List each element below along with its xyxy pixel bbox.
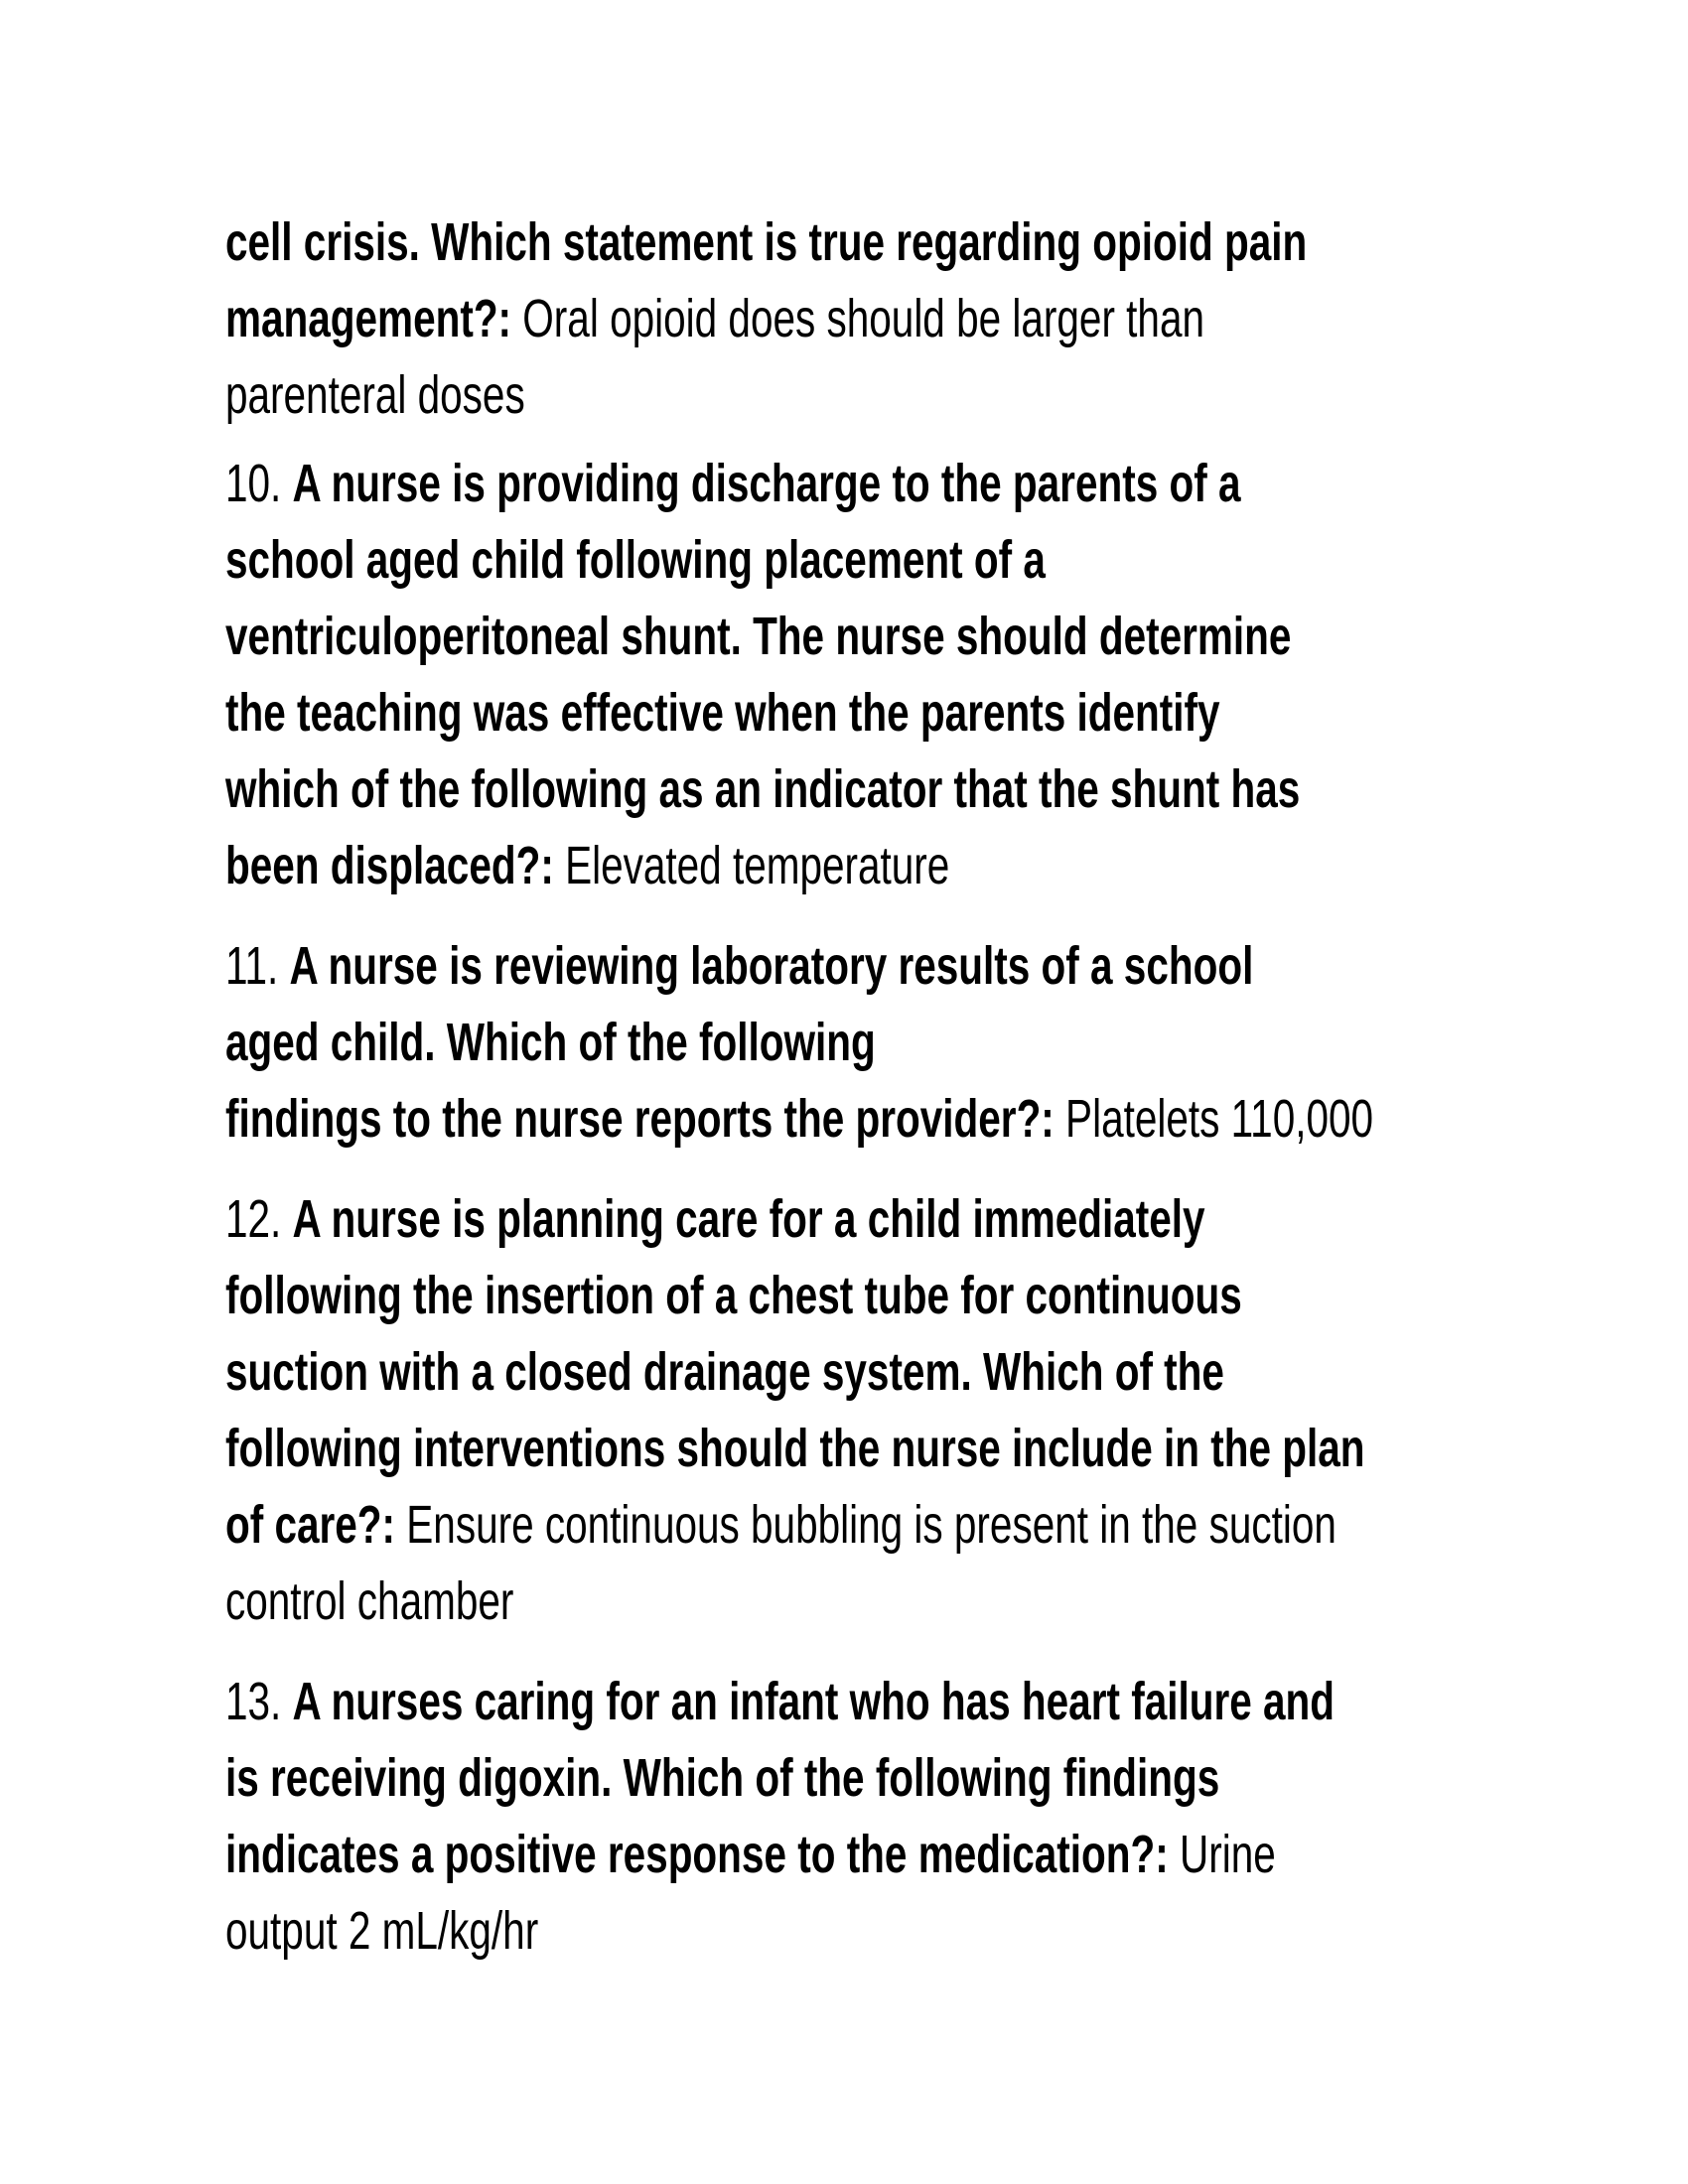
question-11 [225,928,1688,1158]
answer-text: Oral opioid does should be larger than [522,289,1205,348]
question-text: indicates a positive response to the medication?: [225,1825,1180,1884]
text-line [225,1334,1373,1411]
answer-text: Urine [1179,1825,1276,1884]
text-line [225,1893,1373,1970]
question-text: following the insertion of a chest tube for continuous [225,1266,1242,1325]
question-12 [225,1181,1688,1640]
question-text: following interventions should the nurse include in the plan [225,1419,1365,1478]
question-text: A nurses caring for an infant who has heart failure and [292,1672,1336,1731]
text-line [225,1664,1373,1740]
text-line [225,1564,1373,1640]
answer-text: 13. [225,1672,293,1731]
text-line [225,205,1373,281]
question-text: findings to the nurse reports the provider?: [225,1089,1066,1149]
question-text: school aged child following placement of a [225,530,1046,590]
text-line [225,1817,1373,1893]
question-text: suction with a closed drainage system. Which of the [225,1342,1224,1402]
answer-text: Platelets 110,000 [1065,1089,1374,1149]
answer-text: parenteral doses [225,365,525,425]
question-text: A nurse is planning care for a child immediately [292,1189,1205,1249]
answer-text: control chamber [225,1571,514,1631]
question-text: of care?: [225,1495,407,1555]
text-line [225,828,1373,904]
question-text: been displaced?: [225,836,566,895]
question-text: aged child. Which of the following [225,1013,876,1072]
answer-text: 12. [225,1189,293,1249]
text-line [225,522,1373,599]
text-line [225,1005,1373,1081]
answer-text: 11. [225,936,290,996]
question-13 [225,1664,1688,1970]
answer-text: Elevated temperature [565,836,950,895]
text-line [225,675,1373,751]
question-text: which of the following as an indicator that the shunt has [225,759,1301,819]
question-9-continuation [225,205,1688,434]
question-text: ventriculoperitoneal shunt. The nurse should determine [225,607,1292,666]
text-line [225,1411,1373,1487]
text-line [225,1487,1373,1564]
text-line [225,1081,1373,1158]
question-10 [225,446,1688,904]
document-body [225,205,1688,1993]
text-line [225,281,1373,357]
answer-text: output 2 mL/kg/hr [225,1901,539,1961]
question-text: A nurse is providing discharge to the parents of a [292,454,1241,513]
text-line [225,357,1373,434]
text-line [225,446,1373,522]
answer-text: 10. [225,454,293,513]
question-text: management?: [225,289,523,348]
text-line [225,1740,1373,1817]
question-text: A nurse is reviewing laboratory results of a school [289,936,1254,996]
text-line [225,599,1373,675]
answer-text: Ensure continuous bubbling is present in the suction [406,1495,1336,1555]
text-line [225,1258,1373,1334]
text-line [225,1181,1373,1258]
text-line [225,751,1373,828]
text-line [225,928,1373,1005]
question-text: cell crisis. Which statement is true regarding opioid pain [225,212,1308,272]
question-text: the teaching was effective when the parents identify [225,683,1220,743]
question-text: is receiving digoxin. Which of the following findings [225,1748,1220,1808]
